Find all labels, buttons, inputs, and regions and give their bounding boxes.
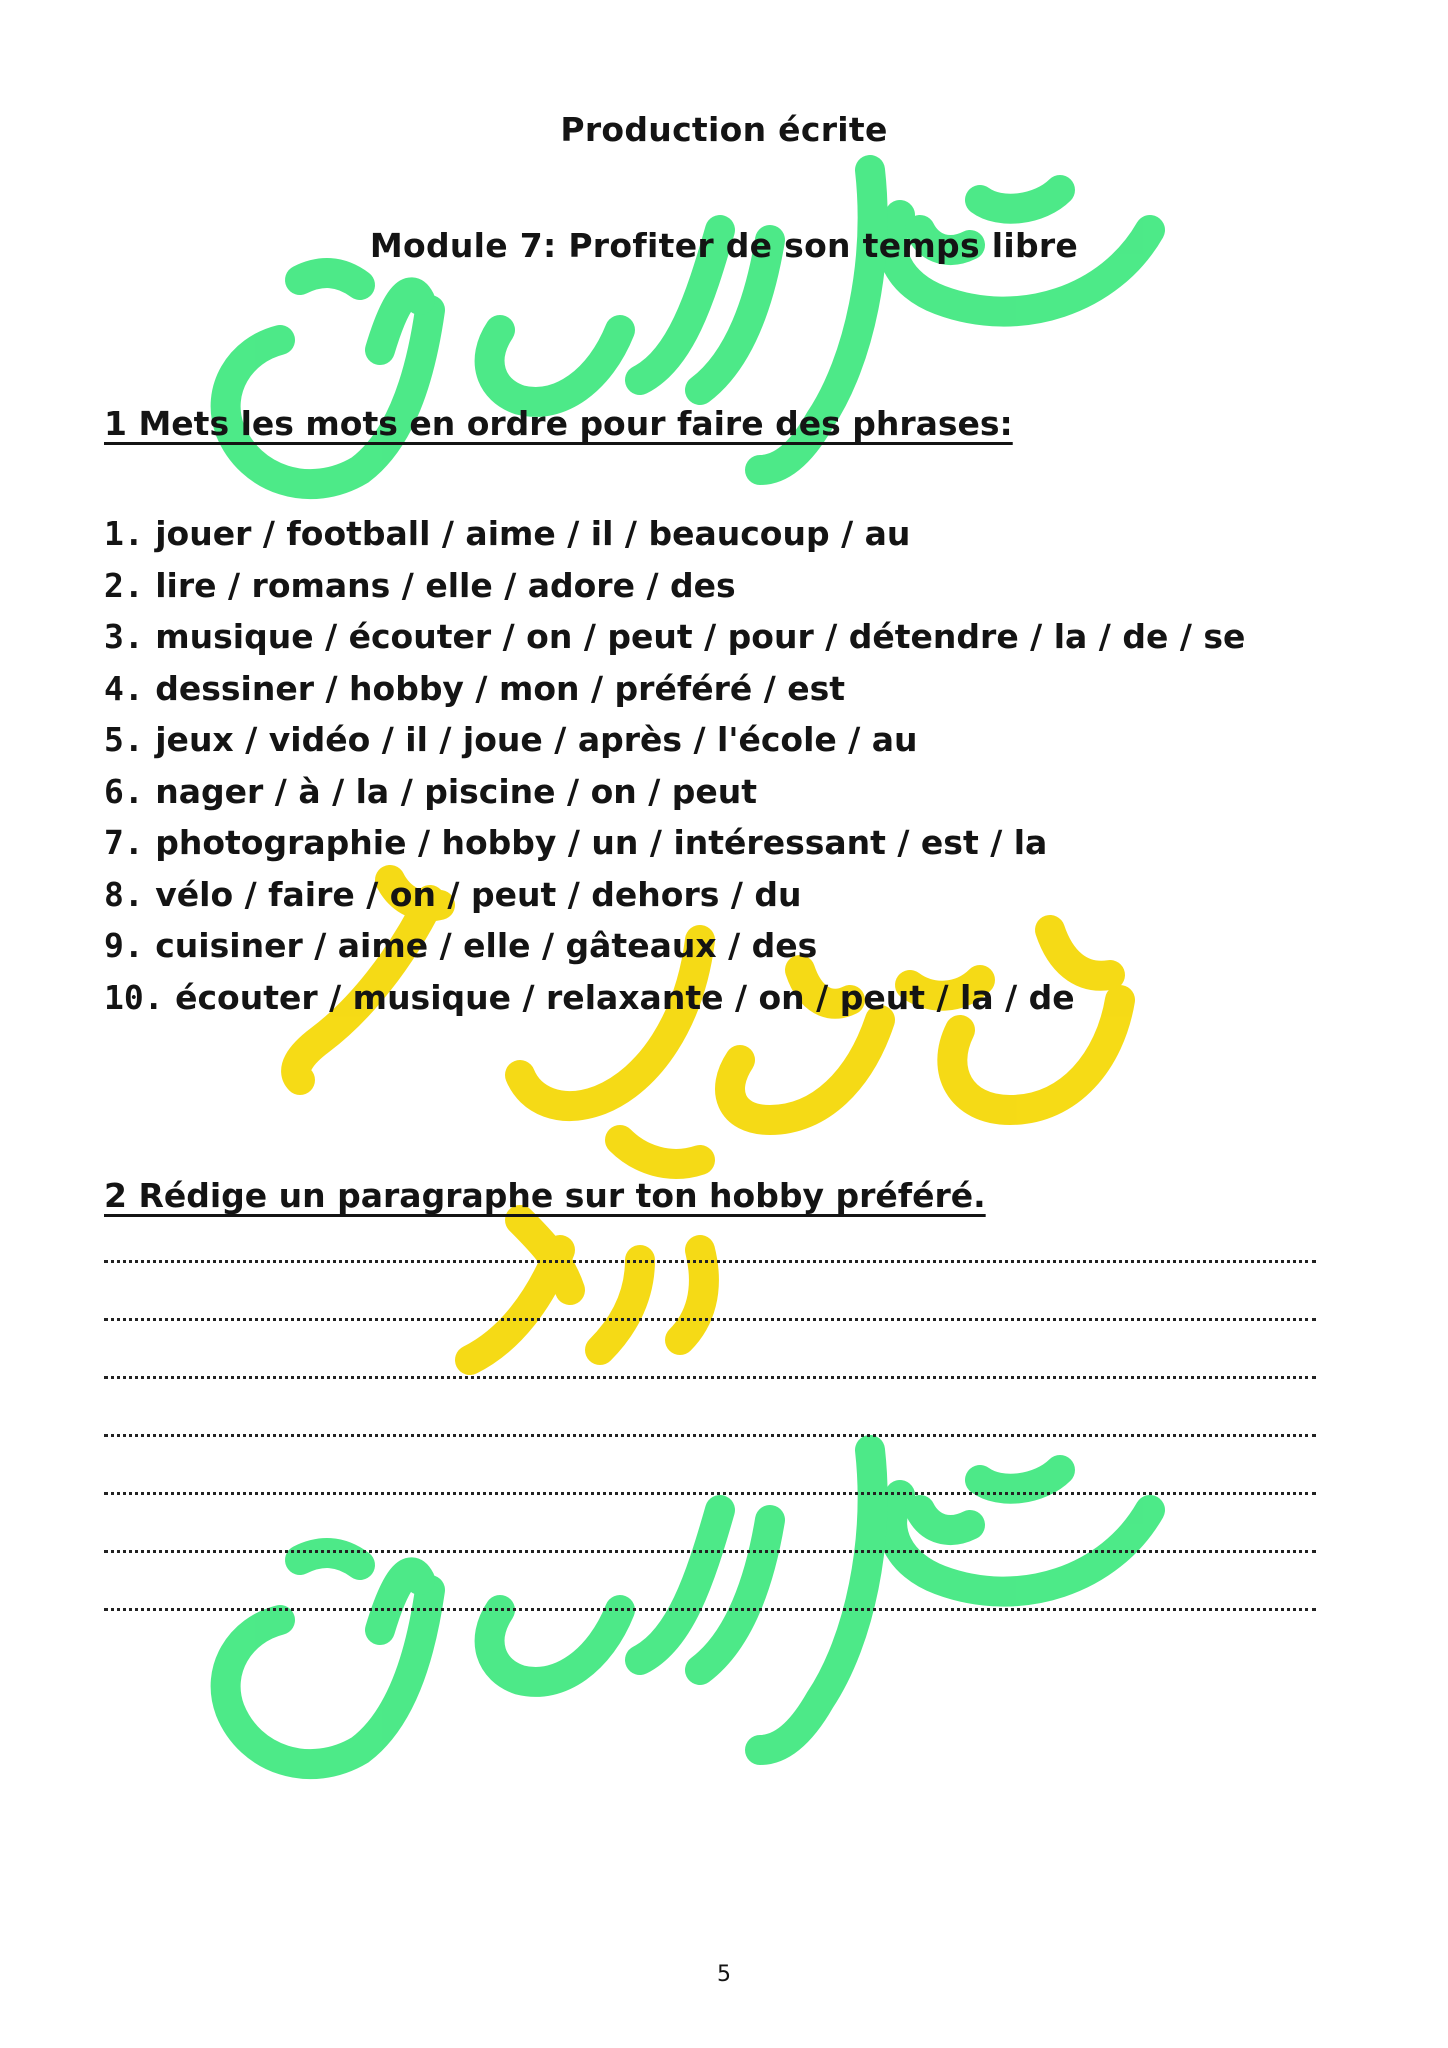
list-item [104, 817, 1344, 869]
list-item [104, 869, 1344, 921]
list-item [104, 560, 1344, 612]
list-item [104, 766, 1344, 818]
page-title: Production écrite [560, 110, 888, 149]
item-number: 3. [104, 617, 144, 656]
item-number: 9. [104, 926, 144, 965]
list-item [104, 972, 1344, 1024]
dotted-writing-line[interactable] [104, 1260, 1316, 1263]
item-number: 4. [104, 668, 144, 708]
list-item [104, 714, 1344, 766]
item-text: nager / à / la / piscine / on / peut [155, 771, 758, 811]
item-number: 2. [104, 565, 144, 605]
list-item [104, 663, 1344, 715]
item-number: 10. [104, 977, 164, 1017]
item-text: écouter / musique / relaxante / on / peut / la / de [175, 977, 1075, 1017]
list-item [104, 508, 1344, 560]
item-text: dessiner / hobby / mon / préféré / est [155, 668, 846, 708]
item-text: jeux / vidéo / il / joue / après / l'école / au [155, 720, 918, 759]
item-text: musique / écouter / on / peut / pour / détendre / la / de / se [155, 617, 1246, 656]
exercise-1-list [104, 508, 1344, 1023]
list-item [104, 920, 1344, 972]
item-number: 7. [104, 823, 144, 862]
item-number: 8. [104, 874, 144, 914]
dotted-writing-line[interactable] [104, 1434, 1316, 1437]
page-number: 5 [717, 1962, 731, 1987]
exercise-1-heading: 1 Mets les mots en ordre pour faire des phrases: [104, 404, 1013, 443]
list-item [104, 611, 1344, 663]
item-number: 5. [104, 720, 144, 759]
item-text: jouer / football / aime / il / beaucoup / au [155, 514, 911, 553]
dotted-writing-line[interactable] [104, 1550, 1316, 1553]
module-title: Module 7: Profiter de son temps libre [369, 226, 1079, 265]
item-number: 1. [104, 514, 144, 553]
exercise-2-heading: 2 Rédige un paragraphe sur ton hobby préféré. [104, 1176, 986, 1215]
dotted-writing-line[interactable] [104, 1318, 1316, 1321]
item-text: photographie / hobby / un / intéressant / est / la [155, 823, 1048, 862]
dotted-writing-line[interactable] [104, 1608, 1316, 1611]
item-text: cuisiner / aime / elle / gâteaux / des [155, 926, 818, 965]
dotted-writing-line[interactable] [104, 1376, 1316, 1379]
item-number: 6. [104, 771, 144, 811]
item-text: vélo / faire / on / peut / dehors / du [155, 874, 802, 914]
dotted-writing-line[interactable] [104, 1492, 1316, 1495]
item-text: lire / romans / elle / adore / des [155, 565, 736, 605]
